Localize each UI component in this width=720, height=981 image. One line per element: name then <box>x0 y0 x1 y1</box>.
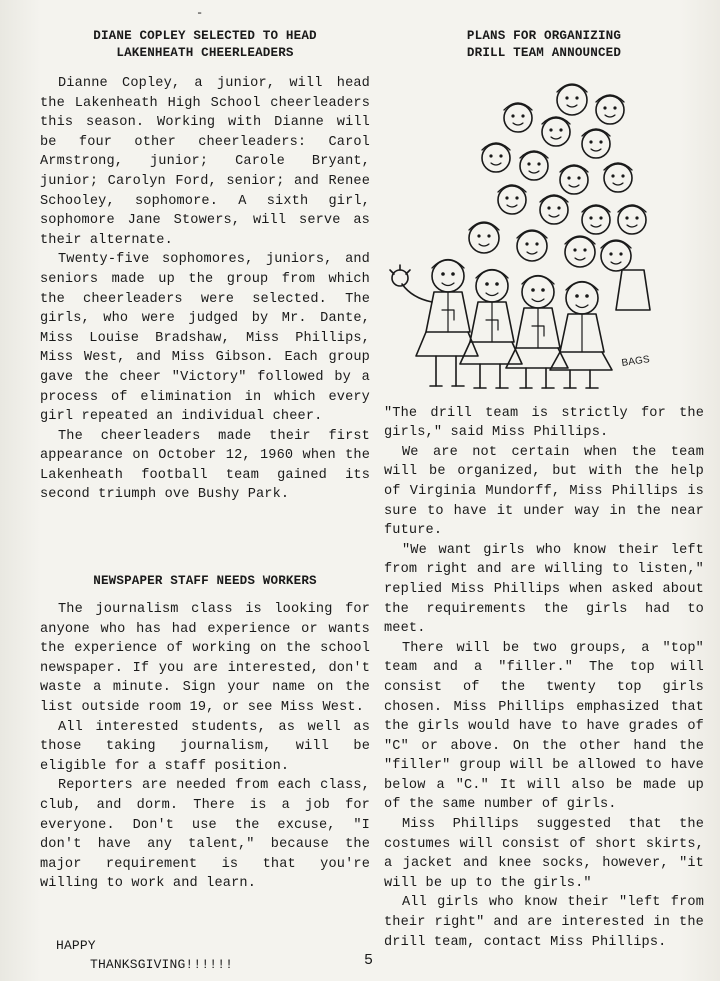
story-paragraph: All interested students, as well as those taking journalism, will be eligible for a staff position. <box>40 719 370 774</box>
story-paragraph: "The drill team is strictly for the girls," said Miss Phillips. <box>384 405 704 441</box>
story-paragraph: Twenty-five sophomores, juniors, and seniors made up the group from which the cheerleaders were selected. The girls, who were judged by Mr. Dante, Miss Louise Bradshaw, Miss Phillips, Miss West, and Miss Gibson. Each group gave the cheer "Victory" followed by a process of elimination in which every girl repeated an individual cheer. <box>40 252 370 425</box>
legs <box>430 356 598 388</box>
story-paragraph: "We want girls who know their left from right and are willing to listen," replied Miss Phillips when asked about the requirements the girls had to meet. <box>384 542 704 637</box>
greeting-line-2: THANKSGIVING!!!!!! <box>90 956 234 972</box>
cheerleaders-story <box>40 74 370 505</box>
story-paragraph: Miss Phillips suggested that the costumes will consist of short skirts, a jacket and knee socks, however, "it will be up to the girls." <box>384 817 704 891</box>
drill-team-story <box>384 404 704 953</box>
story-paragraph: We are not certain when the team will be organized, but with the help of Virginia Mundorff, Miss Phillips is sure to have it under way in the near future. <box>384 444 704 539</box>
waving-arm <box>390 265 432 302</box>
greeting-line-1: HAPPY <box>56 937 96 953</box>
story-paragraph: Reporters are needed from each class, club, and dorm. There is a job for everyone. Don't use the excuse, "I don't have any talent," because the major requirement is that you're willing to work and learn. <box>40 778 370 892</box>
cheerleaders-headline: DIANE COPLEY SELECTED TO HEAD LAKENHEATH CHEERLEADERS <box>93 29 317 60</box>
left-column <box>40 28 370 974</box>
story-paragraph: There will be two groups, a "top" team and a "filler." The top will consist of the twenty top girls chosen. Miss Phillips emphasized that the girls would have to have grades of "C" or above. On the other hand the "filler" group will be allowed to have below a "C." It will also be made up of the same number of girls. <box>384 640 704 813</box>
drill-team-headline: PLANS FOR ORGANIZING DRILL TEAM ANNOUNCED <box>466 29 622 60</box>
drill-team-illustration <box>384 70 704 394</box>
thanksgiving-greeting <box>40 936 370 974</box>
page-number: 5 <box>364 952 374 969</box>
right-column <box>384 28 704 952</box>
top-dash-mark: - <box>196 6 204 20</box>
story-paragraph: Dianne Copley, a junior, will head the Lakenheath High School cheerleaders this season. Working with Dianne will be four other cheerleaders: Carol Armstrong, junior; Carole Bryant, junior; Carolyn Ford, senior; and Renee Schooley, sophomore. A sixth girl, sophomore Jane Stowers, will serve as their alternate. <box>40 76 370 248</box>
story-paragraph: All girls who know their "left from their right" and are interested in the drill team, contact Miss Phillips. <box>384 895 704 950</box>
story-paragraph: The journalism class is looking for anyone who has had experience or wants the experience of working on the school newspaper. If you are interested, don't waste a minute. Sign your name on the list outside room 19, or see Miss West. <box>40 602 370 716</box>
girl-heads <box>432 85 646 314</box>
artist-signature: BAGS <box>620 354 651 369</box>
newspaper-staff-headline: NEWSPAPER STAFF NEEDS WORKERS <box>93 574 317 589</box>
face-marks <box>441 96 638 297</box>
story-paragraph: The cheerleaders made their first appearance on October 12, 1960 when the Lakenheath football team gained its second triumph ove Bushy Park. <box>40 428 370 503</box>
newspaper-staff-story <box>40 600 370 894</box>
